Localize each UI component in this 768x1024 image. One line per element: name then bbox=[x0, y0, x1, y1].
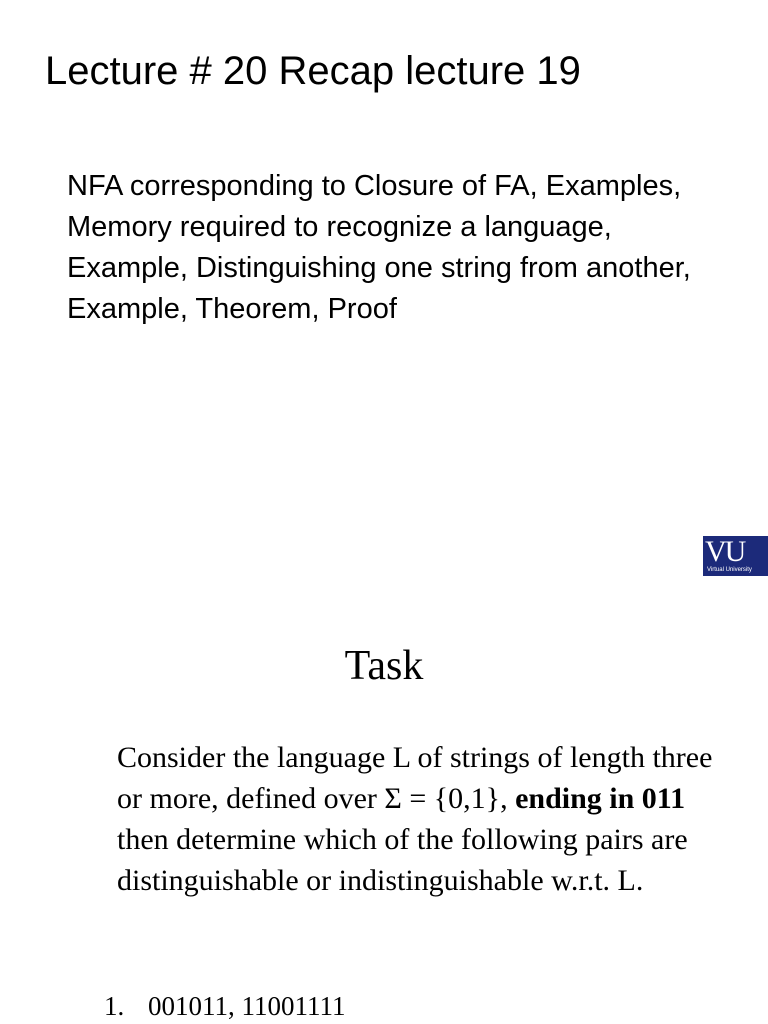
task-text-emphasis: ending in 011 bbox=[515, 782, 686, 815]
logo-letters: VU bbox=[705, 536, 745, 568]
list-item bbox=[104, 988, 346, 1024]
list-item-value: 001011, 11001111 bbox=[148, 991, 346, 1021]
task-description bbox=[117, 737, 727, 901]
recap-summary: NFA corresponding to Closure of FA, Examples, Memory required to recognize a language, Example, Distinguishing one string from another, Example, Theorem, Proof bbox=[67, 170, 691, 325]
task-text-start: Consider the language L of strings of length three or more, defined over Σ = {0,1}, bbox=[117, 741, 713, 815]
task-title: Task bbox=[344, 643, 424, 689]
task-text-end: then determine which of the following pairs are distinguishable or indistinguishable w.r.t. L. bbox=[117, 823, 688, 897]
string-pair-list bbox=[104, 988, 346, 1024]
list-item-number: 1. bbox=[104, 991, 125, 1021]
vu-logo bbox=[703, 536, 768, 576]
page-title: Lecture # 20 Recap lecture 19 bbox=[45, 49, 581, 93]
logo-tagline: Virtual University bbox=[707, 567, 752, 573]
